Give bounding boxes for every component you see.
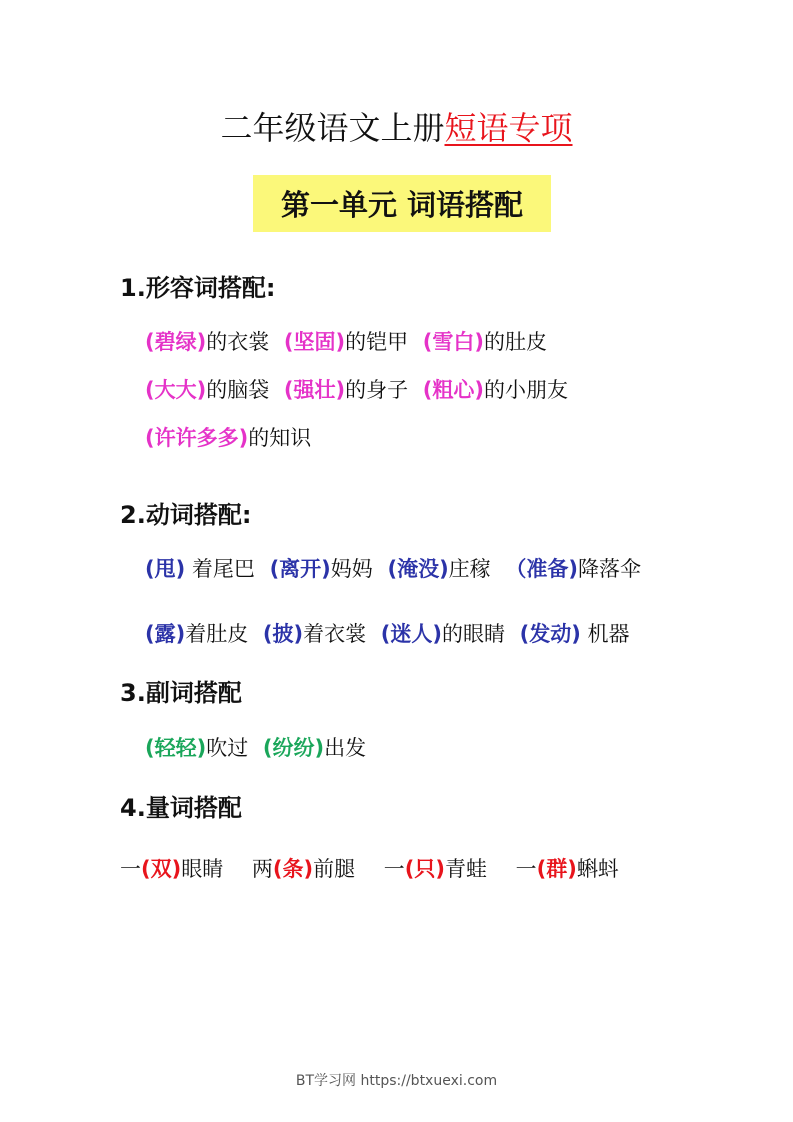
phrase-item: 两(条)前腿	[251, 857, 356, 881]
section-heading-verbs: 2.动词搭配:	[120, 501, 252, 529]
phrase-item: (发动) 机器	[519, 622, 630, 646]
phrase-item: (雪白)的肚皮	[422, 330, 547, 354]
unit-label: 第一单元 词语搭配	[280, 188, 524, 222]
phrase-item: (轻轻)吹过	[145, 736, 249, 760]
phrase-item: (淹没)庄稼	[387, 557, 491, 581]
phrase-line	[145, 327, 555, 357]
phrase-item: 一(只)青蛙	[383, 857, 487, 881]
phrase-line	[145, 375, 576, 405]
phrase-item: (坚固)的铠甲	[283, 330, 409, 354]
section-heading-adjectives: 1.形容词搭配:	[120, 274, 276, 302]
title-highlight: 短语专项	[444, 109, 573, 147]
phrase-item: (离开)妈妈	[269, 557, 373, 581]
phrase-item: (纷纷)出发	[262, 736, 367, 760]
phrase-line	[120, 854, 641, 884]
phrase-item: (甩) 着尾巴	[145, 557, 255, 581]
section-heading-measure-words: 4.量词搭配	[120, 794, 242, 822]
title-main: 二年级语文上册	[220, 109, 445, 147]
page-title	[0, 106, 793, 150]
phrase-line	[145, 733, 374, 763]
phrase-item: (大大)的脑袋	[145, 378, 270, 402]
phrase-line	[145, 619, 638, 649]
phrase-item: 一(群)蝌蚪	[515, 857, 619, 881]
phrase-item: （准备)降落伞	[505, 557, 641, 581]
phrase-item: (迷人)的眼睛	[380, 622, 505, 646]
phrase-item: (粗心)的小朋友	[422, 378, 568, 402]
phrase-item: (许许多多)的知识	[145, 426, 312, 450]
phrase-item: (碧绿)的衣裳	[145, 330, 270, 354]
phrase-item: (强壮)的身子	[283, 378, 409, 402]
phrase-item: (披)着衣裳	[262, 622, 367, 646]
phrase-item: 一(双)眼睛	[120, 857, 224, 881]
phrase-item: (露)着肚皮	[145, 622, 249, 646]
unit-banner	[253, 175, 551, 232]
phrase-line	[145, 554, 649, 584]
section-heading-adverbs: 3.副词搭配	[120, 679, 242, 707]
footer-watermark: BT学习网 https://btxuexi.com	[295, 1073, 498, 1089]
phrase-line	[145, 423, 319, 453]
